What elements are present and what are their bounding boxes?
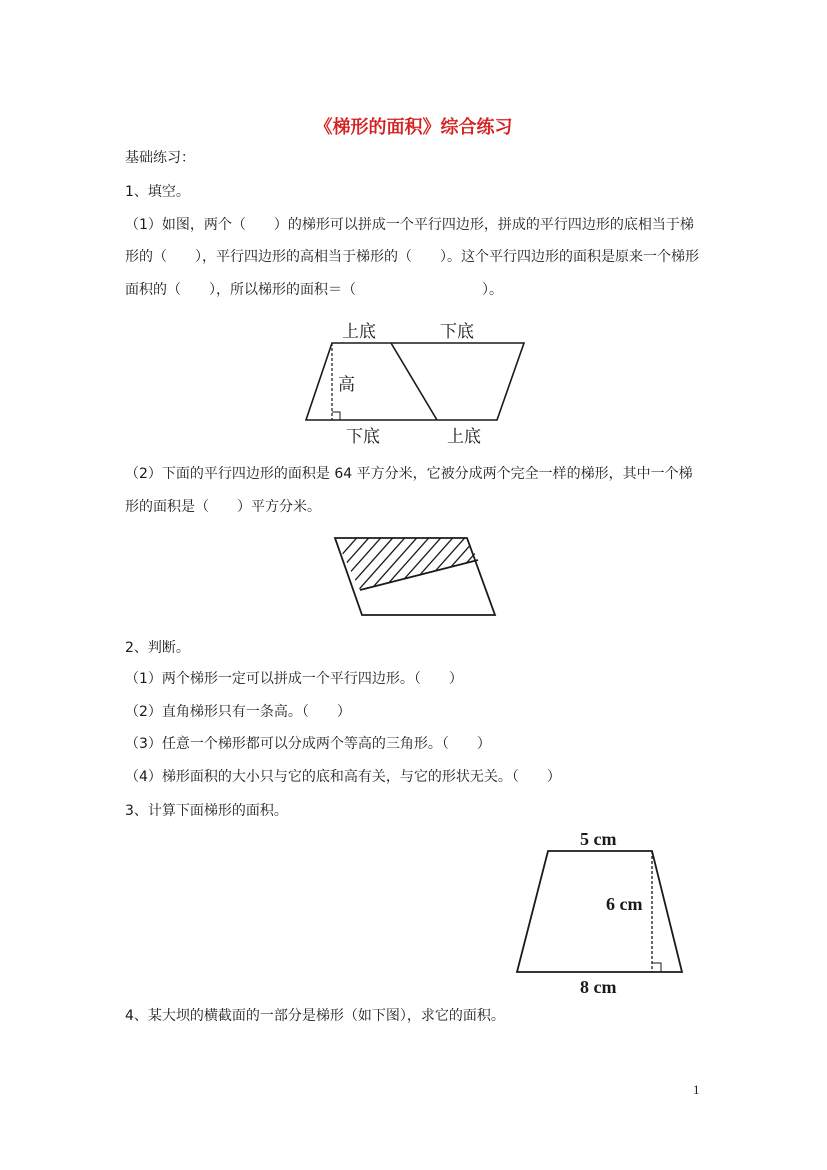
right-angle-mark bbox=[332, 412, 340, 420]
q1-p2-line1: （2）下面的平行四边形的面积是 64 平方分米，它被分成两个完全一样的梯形，其中一个梯 bbox=[125, 466, 693, 482]
q2-heading: 2、判断。 bbox=[125, 640, 190, 656]
split-line bbox=[360, 560, 478, 590]
label-top-left: 上底 bbox=[342, 322, 376, 342]
label-bottom-base: 8 cm bbox=[580, 977, 617, 997]
label-bottom-right: 上底 bbox=[447, 427, 481, 447]
q2-item-3: （3）任意一个梯形都可以分成两个等高的三角形。（ ） bbox=[125, 736, 491, 752]
label-top-right: 下底 bbox=[440, 322, 474, 342]
q2-item-2: （2）直角梯形只有一条高。（ ） bbox=[125, 704, 351, 720]
hatch-pattern bbox=[330, 533, 500, 613]
label-bottom-left: 下底 bbox=[346, 427, 380, 447]
q1-p1-line1: （1）如图，两个（ ）的梯形可以拼成一个平行四边形，拼成的平行四边形的底相当于梯 bbox=[125, 217, 694, 233]
q2-item-1: （1）两个梯形一定可以拼成一个平行四边形。（ ） bbox=[125, 671, 463, 687]
q1-p1-line2: 形的（ ），平行四边形的高相当于梯形的（ ）。这个平行四边形的面积是原来一个梯形 bbox=[125, 249, 699, 265]
label-top-base: 5 cm bbox=[580, 829, 617, 849]
trapezoid-figure bbox=[510, 826, 695, 1001]
split-line bbox=[391, 343, 437, 420]
page-title: 《梯形的面积》综合练习 bbox=[314, 117, 513, 138]
q2-item-4: （4）梯形面积的大小只与它的底和高有关，与它的形状无关。（ ） bbox=[125, 769, 561, 785]
q1-heading: 1、填空。 bbox=[125, 184, 190, 200]
q3-heading: 3、计算下面梯形的面积。 bbox=[125, 803, 288, 819]
q1-p2-line2: 形的面积是（ ）平方分米。 bbox=[125, 499, 321, 515]
trapezoid-pair-figure bbox=[300, 315, 535, 450]
label-height: 6 cm bbox=[606, 894, 643, 914]
hatched-parallelogram-figure bbox=[330, 533, 500, 623]
page-number: 1 bbox=[693, 1082, 700, 1097]
section-heading: 基础练习： bbox=[125, 150, 195, 166]
label-height: 高 bbox=[338, 375, 355, 395]
trapezoid-outline bbox=[517, 851, 682, 972]
q4-heading: 4、某大坝的横截面的一部分是梯形（如下图），求它的面积。 bbox=[125, 1008, 505, 1024]
right-angle-mark bbox=[652, 963, 661, 972]
q1-p1-line3: 面积的（ ），所以梯形的面积＝（ ）。 bbox=[125, 282, 503, 298]
